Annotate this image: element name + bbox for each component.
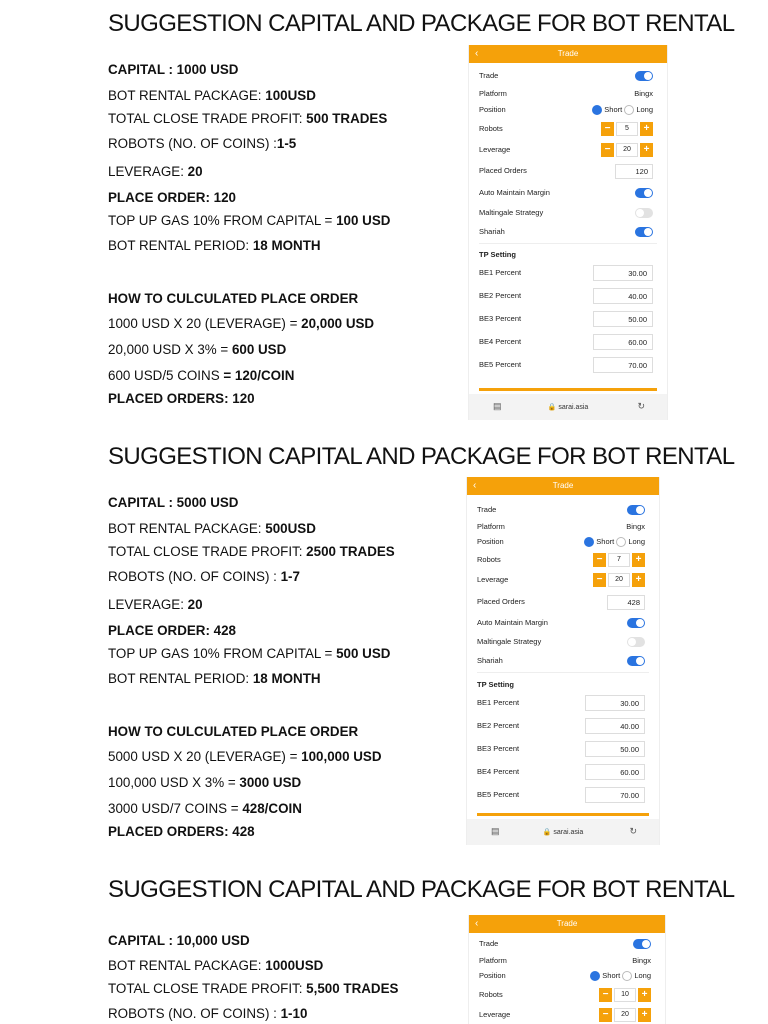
trade-toggle-row: Trade — [477, 502, 649, 518]
robots-line: ROBOTS (NO. OF COINS) : 1-10 — [108, 1006, 308, 1021]
martingale-row: Maltingale Strategy — [477, 634, 649, 650]
package-line: BOT RENTAL PACKAGE: 500USD — [108, 521, 316, 536]
placed-orders: PLACED ORDERS: 428 — [108, 824, 255, 839]
trade-toggle-row: Trade — [479, 936, 655, 952]
short-radio[interactable] — [592, 105, 602, 115]
be3-row: BE3 Percent 50.00 — [479, 309, 657, 329]
period-line: BOT RENTAL PERIOD: 18 MONTH — [108, 238, 321, 253]
section-title: SUGGESTION CAPITAL AND PACKAGE FOR BOT RENTAL — [108, 876, 735, 903]
leverage-row: Leverage − 20 + — [477, 572, 649, 588]
plus-button[interactable]: + — [632, 573, 645, 587]
trade-toggle[interactable] — [627, 505, 645, 515]
howto-heading: HOW TO CULCULATED PLACE ORDER — [108, 291, 359, 306]
plus-button[interactable]: + — [640, 143, 653, 157]
minus-button[interactable]: − — [599, 988, 612, 1002]
shariah-toggle[interactable] — [627, 656, 645, 666]
package-line: BOT RENTAL PACKAGE: 1000USD — [108, 958, 324, 973]
howto-heading: HOW TO CULCULATED PLACE ORDER — [108, 724, 359, 739]
leverage-stepper[interactable]: − 20 + — [601, 143, 653, 157]
placed-orders-row: Placed Orders 428 — [477, 594, 649, 610]
platform-row: Platform Bingx — [479, 86, 657, 102]
url-label[interactable]: 🔒 sarai.asia — [542, 829, 584, 836]
browser-footer — [469, 394, 667, 420]
tp-setting-heading: TP Setting — [479, 250, 516, 259]
be5-row: BE5 Percent 70.00 — [477, 785, 649, 805]
topup-line: TOP UP GAS 10% FROM CAPITAL = 100 USD — [108, 213, 391, 228]
robots-stepper[interactable]: − 7 + — [593, 553, 645, 567]
trade-toggle[interactable] — [635, 71, 653, 81]
be5-input[interactable]: 70.00 — [593, 357, 653, 373]
profit-line: TOTAL CLOSE TRADE PROFIT: 5,500 TRADES — [108, 981, 399, 996]
leverage-line: LEVERAGE: 20 — [108, 164, 203, 179]
placed-orders-input[interactable]: 120 — [615, 164, 653, 179]
platform-value: Bingx — [626, 522, 645, 531]
leverage-row: Leverage − 20 + — [479, 1007, 655, 1023]
tp-setting-heading: TP Setting — [477, 680, 514, 689]
trade-screenshot — [468, 45, 668, 420]
tabs-icon[interactable]: ▤ — [493, 401, 502, 411]
be3-input[interactable]: 50.00 — [593, 311, 653, 327]
capital: CAPITAL : 10,000 USD — [108, 933, 250, 948]
reload-icon[interactable]: ↻ — [637, 401, 645, 411]
be3-row: BE3 Percent 50.00 — [477, 739, 649, 759]
be5-input[interactable]: 70.00 — [585, 787, 645, 803]
be1-row: BE1 Percent 30.00 — [479, 263, 657, 283]
be1-row: BE1 Percent 30.00 — [477, 693, 649, 713]
calc-line-2: 20,000 USD X 3% = 600 USD — [108, 342, 287, 357]
long-radio[interactable] — [622, 971, 632, 981]
place-order: PLACE ORDER: 428 — [108, 623, 236, 638]
trade-toggle-row: Trade — [479, 68, 657, 84]
be3-input[interactable]: 50.00 — [585, 741, 645, 757]
platform-value: Bingx — [632, 956, 651, 965]
calc-line-1: 1000 USD X 20 (LEVERAGE) = 20,000 USD — [108, 316, 375, 331]
topup-line: TOP UP GAS 10% FROM CAPITAL = 500 USD — [108, 646, 391, 661]
trade-screenshot — [468, 915, 666, 1024]
package-line: BOT RENTAL PACKAGE: 100USD — [108, 88, 316, 103]
platform-value: Bingx — [634, 89, 653, 98]
capital: CAPITAL : 1000 USD — [108, 62, 239, 77]
submit-bar[interactable] — [479, 388, 657, 391]
plus-button[interactable]: + — [640, 122, 653, 136]
section-3 — [0, 866, 768, 1024]
be2-row: BE2 Percent 40.00 — [479, 286, 657, 306]
auto-margin-toggle[interactable] — [627, 618, 645, 628]
be2-row: BE2 Percent 40.00 — [477, 716, 649, 736]
placed-orders-row: Placed Orders 120 — [479, 163, 657, 179]
trade-toggle[interactable] — [633, 939, 651, 949]
robots-row: Robots − 10 + — [479, 987, 655, 1003]
section-title: SUGGESTION CAPITAL AND PACKAGE FOR BOT RENTAL — [108, 443, 735, 470]
short-radio[interactable] — [584, 537, 594, 547]
position-row: Position Short Long — [479, 971, 651, 980]
trade-header: ‹ Trade — [469, 915, 665, 933]
divider — [477, 672, 649, 673]
be4-row: BE4 Percent 60.00 — [477, 762, 649, 782]
submit-bar[interactable] — [477, 813, 649, 816]
plus-button[interactable]: + — [638, 1008, 651, 1022]
position-row: Position Short Long — [477, 537, 645, 546]
browser-footer — [467, 819, 659, 845]
be5-row: BE5 Percent 70.00 — [479, 355, 657, 375]
robots-row: Robots − 5 + — [479, 121, 657, 137]
trade-header: ‹ Trade — [469, 45, 667, 63]
divider — [479, 243, 657, 244]
trade-screenshot — [466, 477, 660, 845]
minus-button[interactable]: − — [599, 1008, 612, 1022]
period-line: BOT RENTAL PERIOD: 18 MONTH — [108, 671, 321, 686]
calc-line-2: 100,000 USD X 3% = 3000 USD — [108, 775, 302, 790]
martingale-toggle[interactable] — [635, 208, 653, 218]
auto-margin-toggle[interactable] — [635, 188, 653, 198]
shariah-row: Shariah — [479, 224, 657, 240]
position-row: Position Short Long — [479, 105, 653, 114]
profit-line: TOTAL CLOSE TRADE PROFIT: 2500 TRADES — [108, 544, 395, 559]
tabs-icon[interactable]: ▤ — [491, 826, 500, 836]
robots-row: Robots − 7 + — [477, 552, 649, 568]
back-icon[interactable]: ‹ — [475, 918, 479, 929]
url-label[interactable]: 🔒 sarai.asia — [547, 404, 589, 411]
back-icon[interactable]: ‹ — [475, 48, 479, 59]
placed-orders-input[interactable]: 428 — [607, 595, 645, 610]
martingale-row: Maltingale Strategy — [479, 205, 657, 221]
section-1 — [0, 0, 768, 430]
long-radio[interactable] — [624, 105, 634, 115]
robots-line: ROBOTS (NO. OF COINS) :1-5 — [108, 136, 297, 151]
reload-icon[interactable]: ↻ — [629, 826, 637, 836]
section-title: SUGGESTION CAPITAL AND PACKAGE FOR BOT RENTAL — [108, 10, 735, 37]
leverage-row: Leverage − 20 + — [479, 142, 657, 158]
minus-button[interactable]: − — [593, 573, 606, 587]
leverage-stepper[interactable]: − 20 + — [593, 573, 645, 587]
be1-input[interactable]: 30.00 — [593, 265, 653, 281]
section-2 — [0, 433, 768, 863]
platform-row: Platform Bingx — [479, 953, 655, 969]
minus-button[interactable]: − — [593, 553, 606, 567]
be1-input[interactable]: 30.00 — [585, 695, 645, 711]
martingale-toggle[interactable] — [627, 637, 645, 647]
auto-margin-row: Auto Maintain Margin — [477, 615, 649, 631]
leverage-line: LEVERAGE: 20 — [108, 597, 203, 612]
robots-stepper[interactable]: − 10 + — [599, 988, 651, 1002]
leverage-stepper[interactable]: − 20 + — [599, 1008, 651, 1022]
plus-button[interactable]: + — [632, 553, 645, 567]
placed-orders: PLACED ORDERS: 120 — [108, 391, 255, 406]
long-radio[interactable] — [616, 537, 626, 547]
minus-button[interactable]: − — [601, 143, 614, 157]
be4-row: BE4 Percent 60.00 — [479, 332, 657, 352]
robots-stepper[interactable]: − 5 + — [601, 122, 653, 136]
trade-header: ‹ Trade — [467, 477, 659, 495]
profit-line: TOTAL CLOSE TRADE PROFIT: 500 TRADES — [108, 111, 388, 126]
short-radio[interactable] — [590, 971, 600, 981]
calc-line-3: 3000 USD/7 COINS = 428/COIN — [108, 801, 302, 816]
shariah-row: Shariah — [477, 653, 649, 669]
platform-row: Platform Bingx — [477, 519, 649, 535]
be4-input[interactable]: 60.00 — [585, 764, 645, 780]
place-order: PLACE ORDER: 120 — [108, 190, 236, 205]
be2-input[interactable]: 40.00 — [585, 718, 645, 734]
minus-button[interactable]: − — [601, 122, 614, 136]
shariah-toggle[interactable] — [635, 227, 653, 237]
calc-line-1: 5000 USD X 20 (LEVERAGE) = 100,000 USD — [108, 749, 382, 764]
back-icon[interactable]: ‹ — [473, 480, 477, 491]
robots-line: ROBOTS (NO. OF COINS) : 1-7 — [108, 569, 300, 584]
capital: CAPITAL : 5000 USD — [108, 495, 239, 510]
calc-line-3: 600 USD/5 COINS = 120/COIN — [108, 368, 295, 383]
be4-input[interactable]: 60.00 — [593, 334, 653, 350]
auto-margin-row: Auto Maintain Margin — [479, 185, 657, 201]
be2-input[interactable]: 40.00 — [593, 288, 653, 304]
plus-button[interactable]: + — [638, 988, 651, 1002]
